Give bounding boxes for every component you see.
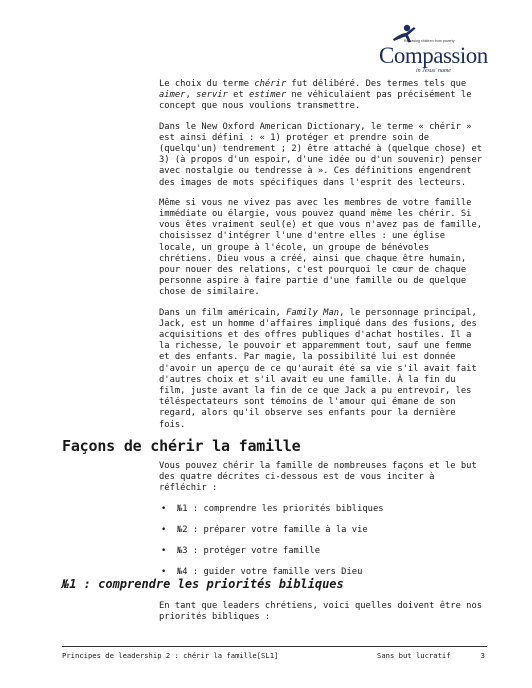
body-paragraph — [159, 79, 487, 113]
logo-subline: in Jesus' name — [416, 68, 451, 74]
italic-term: estimer — [249, 90, 287, 101]
intro-paragraphs — [159, 79, 487, 440]
paragraph-text: Dans le New Oxford American Dictionary, le terme « chérir » est ainsi défini : « 1) protéger et prendre soin de (quelqu'un) tendrement ; 2) être attaché à (quelque chose) et 3) (à propos d'un espoir, d'une idée ou d'un souvenir) penser avec nostalgie ou tendresse à ». Ces définitions engendrent des images de mots spécifiques dans l'esprit des lecteurs. — [159, 121, 483, 188]
page-footer — [62, 646, 487, 660]
section-body — [159, 461, 487, 588]
paragraph-text: ne véhiculaient pas précisément le concept que nous voulions transmettre. — [159, 90, 472, 112]
logo-tagline: Releasing children from poverty — [404, 39, 455, 43]
italic-term: aimer — [159, 90, 186, 101]
bullet-dot-icon: • — [161, 546, 167, 557]
subsection-body — [159, 601, 487, 632]
list-item — [159, 504, 487, 515]
compassion-logo — [376, 24, 506, 76]
paragraph-text: Le choix du terme — [159, 79, 255, 89]
list-item-text: №2 : préparer votre famille à la vie — [177, 524, 368, 535]
list-item-text: №1 : comprendre les priorités bibliques — [177, 503, 384, 514]
body-paragraph — [159, 122, 487, 189]
paragraph-text: et — [227, 90, 250, 101]
bullet-list — [159, 504, 487, 579]
paragraph-text: , — [185, 90, 197, 101]
bullet-dot-icon: • — [161, 567, 167, 578]
section-heading: Façons de chérir la famille — [62, 437, 301, 455]
italic-term: servir — [196, 90, 228, 101]
list-item — [159, 546, 487, 557]
page-number: 3 — [480, 651, 485, 660]
paragraph-text: , le personnage principal, Jack, est un homme d'affaires impliqué dans des fusions, des acquisitions et des offres publiques d'achat hostiles. Il a la richesse, le pouvoir et apparemment tout, sauf une femme et des enfants. Par magie, la possibilité lui est donnée d'avoir un aperçu de ce qu'aurait été sa vie s'il avait fait d'autres choix et s'il avait eu une famille. À la fin du film, juste avant la fin de ce que Jack a pu entrevoir, les téléspectateurs sont témoins de l'amour qui émane de son regard, alors qu'il observe ses enfants pour la dernière fois. — [159, 307, 477, 430]
list-item-text: №3 : protéger votre famille — [177, 546, 320, 557]
bullet-dot-icon: • — [161, 503, 167, 514]
logo-wordmark: Compassion — [379, 43, 488, 68]
paragraph-text: fut délibéré. Des termes tels que — [286, 79, 467, 89]
paragraph-text: Dans un film américain, — [159, 307, 287, 318]
italic-term: chérir — [254, 79, 287, 89]
list-item — [159, 525, 487, 536]
bullet-dot-icon: • — [161, 524, 167, 535]
list-item-text: №4 : guider votre famille vers Dieu — [177, 567, 363, 578]
footer-title: Principes de leadership 2 : chérir la famille[SL1] — [62, 651, 279, 660]
body-paragraph — [159, 308, 487, 431]
subsection-heading: №1 : comprendre les priorités bibliques — [62, 577, 344, 591]
italic-term: Family Man — [286, 307, 340, 318]
section-intro: Vous pouvez chérir la famille de nombreuses façons et le but des quatre décrites ci-dessous est de vous inciter à réfléchir : — [159, 461, 477, 494]
footer-category: Sans but lucratif — [377, 651, 451, 660]
paragraph-text: Même si vous ne vivez pas avec les membres de votre famille immédiate ou élargie, vous pouvez quand même les chérir. Si vous êtes vraiment seul(e) et que vous n'avez pas de famille, choisissez d'intégrer l'une d'entre elles : une église locale, un groupe à l'école, un groupe de bénévoles chrétiens. Dieu vous a créé, ainsi que chaque être humain, pour nouer des relations, c'est pourquoi le cœur de chaque personne aspire à faire partie d'une famille ou de quelque chose de similaire. — [159, 197, 483, 298]
subsection-intro: En tant que leaders chrétiens, voici quelles doivent être nos priorités bibliques : — [159, 601, 483, 623]
body-paragraph — [159, 198, 487, 299]
